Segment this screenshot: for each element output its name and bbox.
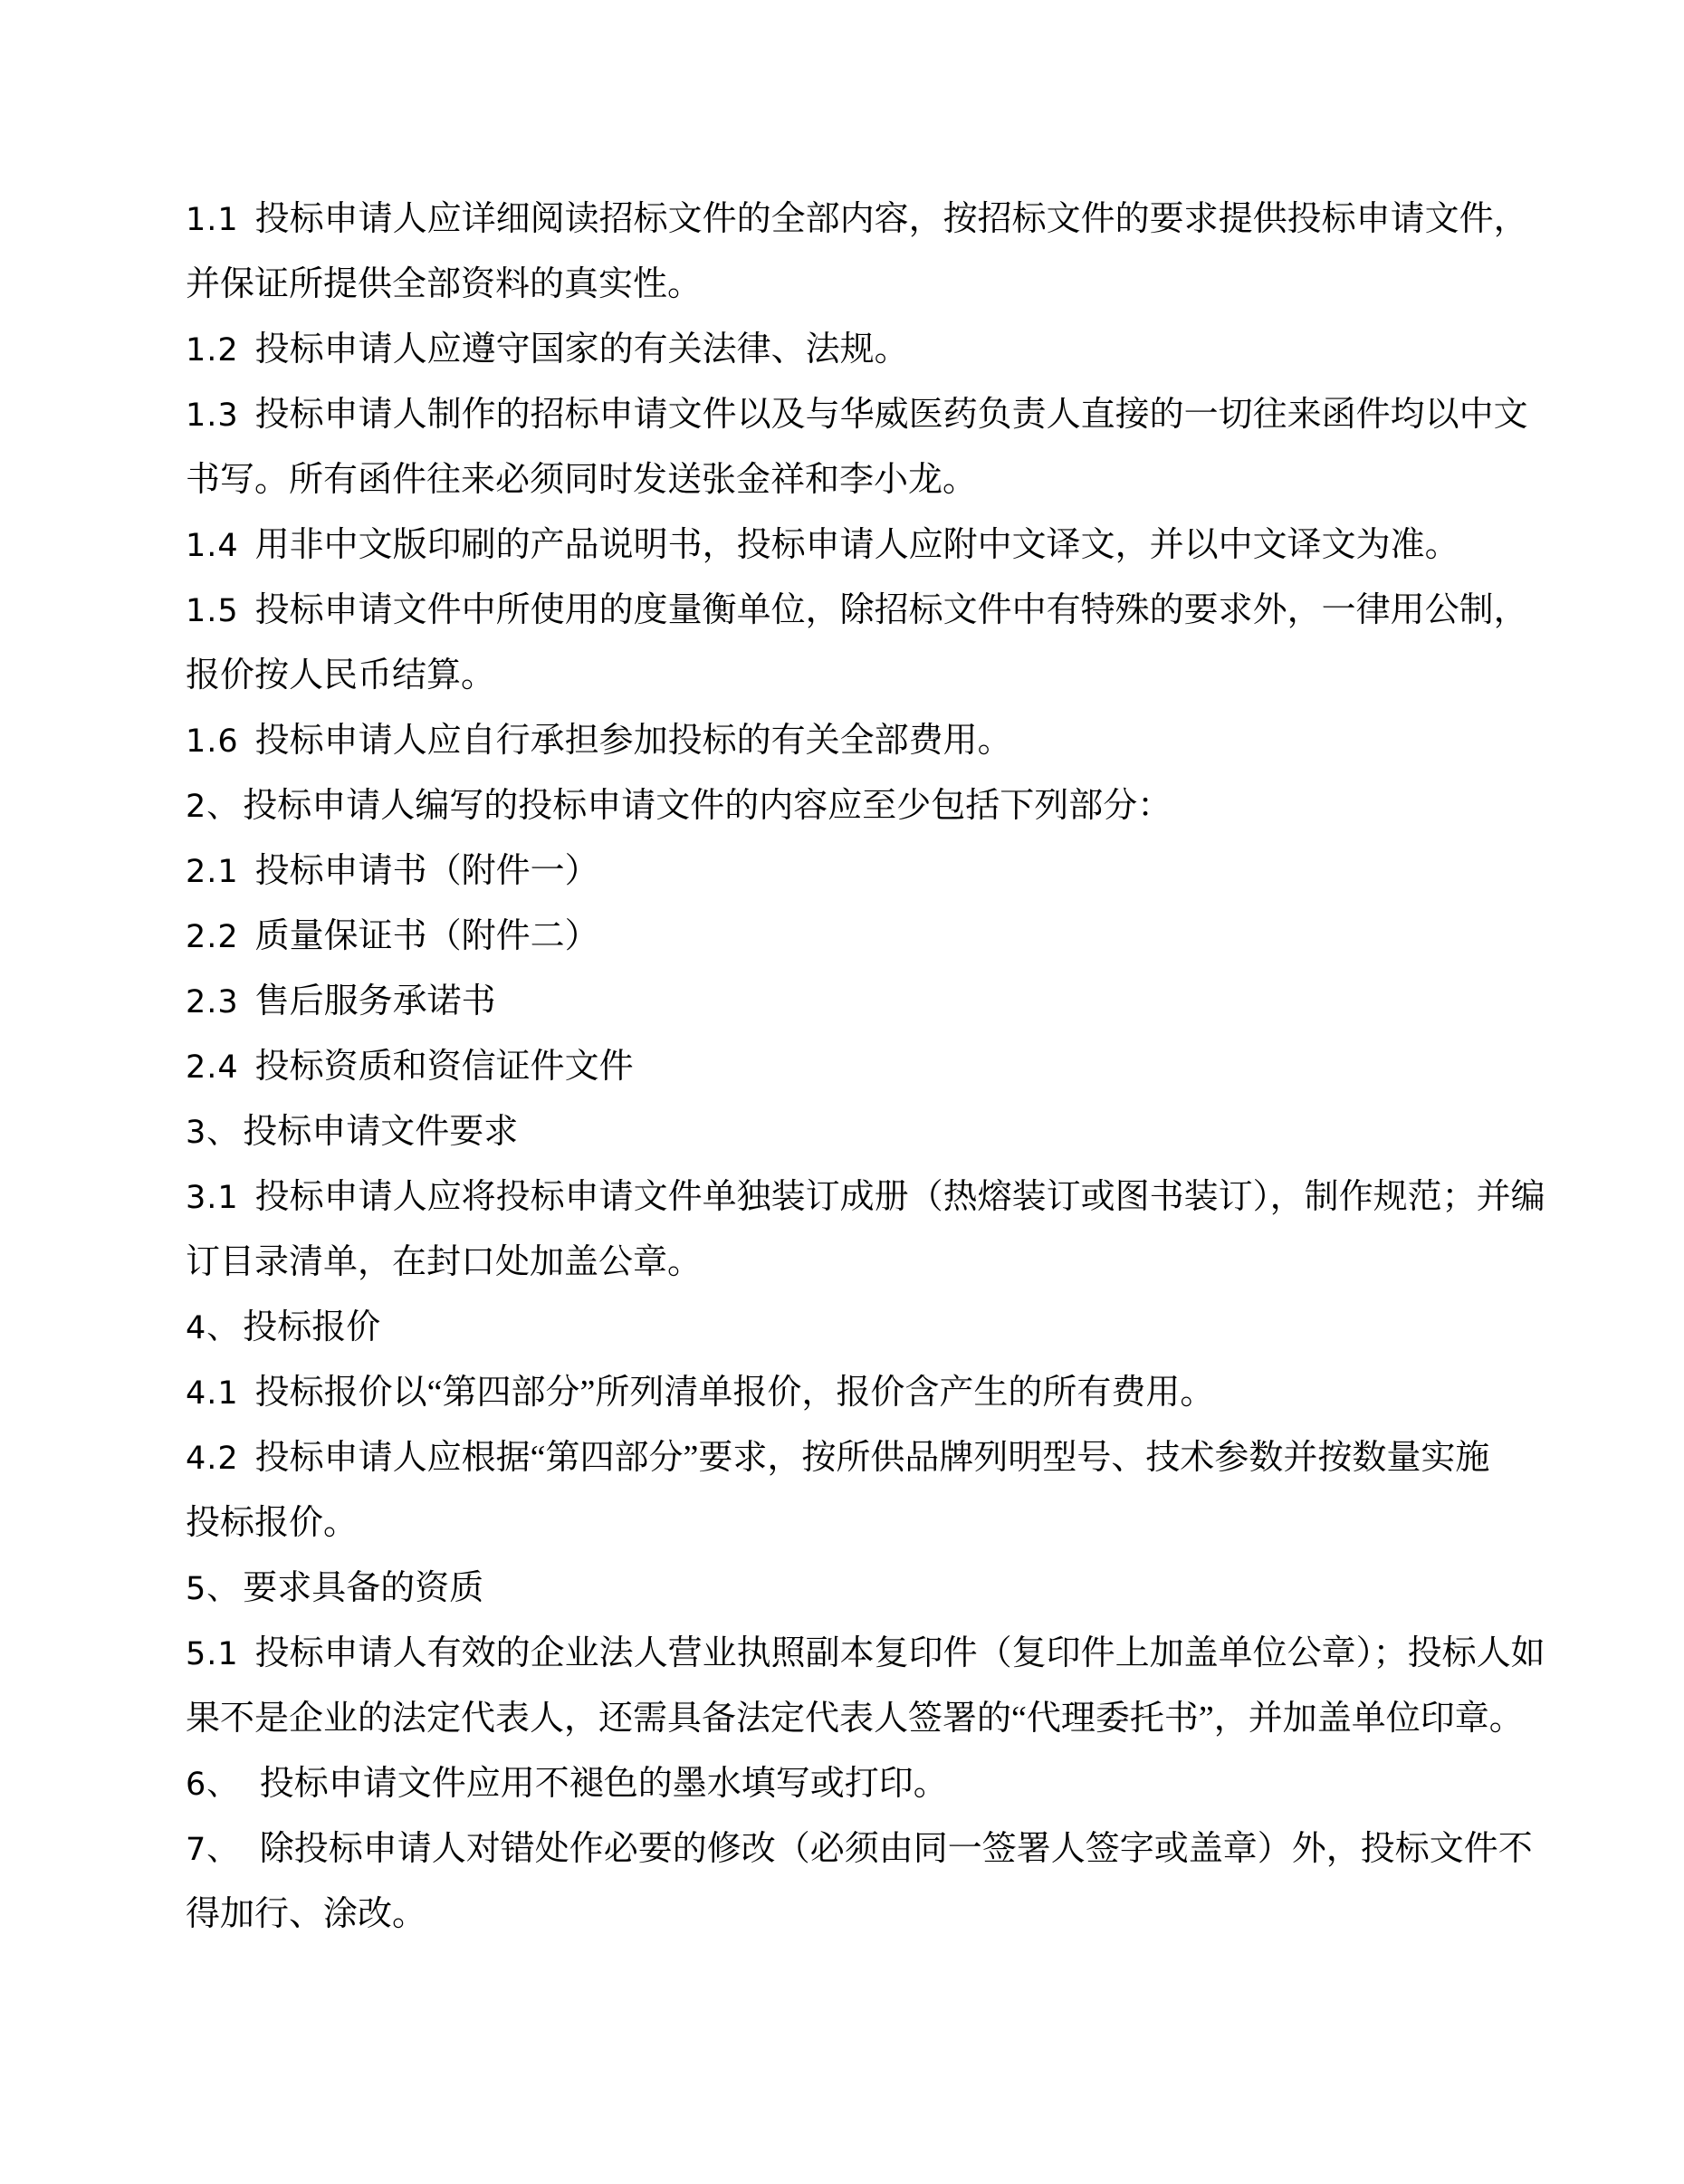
item-number: 1.3 (186, 398, 239, 434)
item-text-continuation: 并保证所提供全部资料的真实性。 (186, 265, 703, 303)
item-text: 投标报价 (243, 1308, 381, 1346)
item-text: 投标申请书（附件一） (254, 852, 599, 890)
item-number: 2.1 (186, 854, 239, 890)
doc-item-6 (186, 1751, 1571, 1816)
item-text: 投标申请人制作的招标申请文件以及与华威医药负责人直接的一切往来函件均以中文 (254, 396, 1528, 434)
item-text: 投标申请文件要求 (243, 1113, 519, 1151)
doc-item-1-5 (186, 578, 1571, 708)
item-text: 要求具备的资质 (243, 1569, 484, 1607)
item-first-line (186, 317, 1571, 382)
item-first-line (186, 382, 1571, 447)
item-first-line (186, 1034, 1571, 1099)
item-text: 投标申请人应遵守国家的有关法律、法规。 (254, 330, 909, 369)
item-first-line (186, 1099, 1571, 1164)
item-number: 2.4 (186, 1049, 239, 1086)
doc-item-4-2 (186, 1425, 1571, 1556)
doc-item-7 (186, 1816, 1571, 1947)
item-first-line (186, 1556, 1571, 1621)
item-number: 4.2 (186, 1441, 239, 1477)
item-first-line (186, 904, 1571, 969)
doc-item-1-1 (186, 187, 1571, 317)
doc-item-3-1 (186, 1164, 1571, 1295)
item-number: 1.4 (186, 528, 239, 564)
item-first-line (186, 578, 1571, 643)
doc-item-4 (186, 1295, 1571, 1360)
doc-item-2-3 (186, 969, 1571, 1034)
doc-item-4-1 (186, 1360, 1571, 1425)
item-first-line (186, 708, 1571, 773)
item-text-continuation: 果不是企业的法定代表人，还需具备法定代表人签署的“代理委托书”，并加盖单位印章。 (186, 1700, 1524, 1738)
doc-item-1-2 (186, 317, 1571, 382)
item-text: 投标申请人有效的企业法人营业执照副本复印件（复印件上加盖单位公章）；投标人如 (254, 1634, 1545, 1672)
doc-item-2 (186, 773, 1571, 838)
item-number: 1.6 (186, 723, 239, 760)
document-text-block (186, 187, 1571, 1947)
item-first-line (186, 1751, 1571, 1816)
item-text: 投标申请人编写的投标申请文件的内容应至少包括下列部分： (243, 787, 1172, 825)
item-text: 用非中文版印刷的产品说明书，投标申请人应附中文译文，并以中文译文为准。 (254, 526, 1459, 564)
item-number: 3、 (186, 1115, 240, 1151)
item-text: 投标申请人应将投标申请文件单独装订成册（热熔装订或图书装订），制作规范；并编 (254, 1178, 1545, 1216)
item-text-continuation: 投标报价。 (186, 1504, 359, 1542)
item-first-line (186, 1295, 1571, 1360)
item-first-line (186, 512, 1571, 578)
item-text: 投标申请人应自行承担参加投标的有关全部费用。 (254, 722, 1012, 760)
item-text: 投标申请文件应用不褪色的墨水填写或打印。 (259, 1765, 948, 1803)
item-first-line (186, 1816, 1571, 1882)
item-number: 5、 (186, 1571, 240, 1607)
item-text-continuation: 得加行、涂改。 (186, 1895, 427, 1933)
item-number: 2.2 (186, 919, 239, 955)
item-number: 2、 (186, 789, 240, 825)
item-number: 1.5 (186, 593, 239, 629)
doc-item-1-4 (186, 512, 1571, 578)
doc-item-1-6 (186, 708, 1571, 773)
item-first-line (186, 773, 1571, 838)
item-text-continuation: 书写。所有函件往来必须同时发送张金祥和李小龙。 (186, 461, 978, 499)
item-first-line (186, 1425, 1571, 1490)
item-first-line (186, 1621, 1571, 1686)
item-text: 投标申请人应详细阅读招标文件的全部内容，按招标文件的要求提供投标申请文件， (254, 200, 1528, 238)
doc-item-2-2 (186, 904, 1571, 969)
item-number: 3.1 (186, 1180, 239, 1216)
item-number: 2.3 (186, 984, 239, 1020)
doc-item-1-3 (186, 382, 1571, 512)
doc-item-5 (186, 1556, 1571, 1621)
item-number: 6、 (186, 1767, 256, 1803)
item-text-continuation: 订目录清单，在封口处加盖公章。 (186, 1243, 703, 1281)
item-first-line (186, 187, 1571, 252)
item-text: 售后服务承诺书 (254, 982, 496, 1020)
item-text: 质量保证书（附件二） (254, 917, 599, 955)
doc-item-3 (186, 1099, 1571, 1164)
item-number: 1.2 (186, 332, 239, 369)
doc-item-2-1 (186, 838, 1571, 904)
item-number: 1.1 (186, 202, 239, 238)
item-text-continuation: 报价按人民币结算。 (186, 656, 496, 694)
item-text: 投标申请人应根据“第四部分”要求，按所供品牌列明型号、技术参数并按数量实施 (254, 1439, 1490, 1477)
doc-item-2-4 (186, 1034, 1571, 1099)
item-first-line (186, 1164, 1571, 1230)
item-number: 4.1 (186, 1375, 239, 1412)
doc-item-5-1 (186, 1621, 1571, 1751)
item-number: 7、 (186, 1832, 256, 1868)
item-number: 5.1 (186, 1636, 239, 1672)
item-text: 投标资质和资信证件文件 (254, 1048, 634, 1086)
item-text: 投标申请文件中所使用的度量衡单位，除招标文件中有特殊的要求外，一律用公制， (254, 591, 1528, 629)
item-number: 4、 (186, 1310, 240, 1346)
item-first-line (186, 969, 1571, 1034)
item-text: 投标报价以“第四部分”所列清单报价，报价含产生的所有费用。 (254, 1374, 1215, 1412)
item-first-line (186, 1360, 1571, 1425)
item-first-line (186, 838, 1571, 904)
item-text: 除投标申请人对错处作必要的修改（必须由同一签署人签字或盖章）外，投标文件不 (259, 1830, 1533, 1868)
